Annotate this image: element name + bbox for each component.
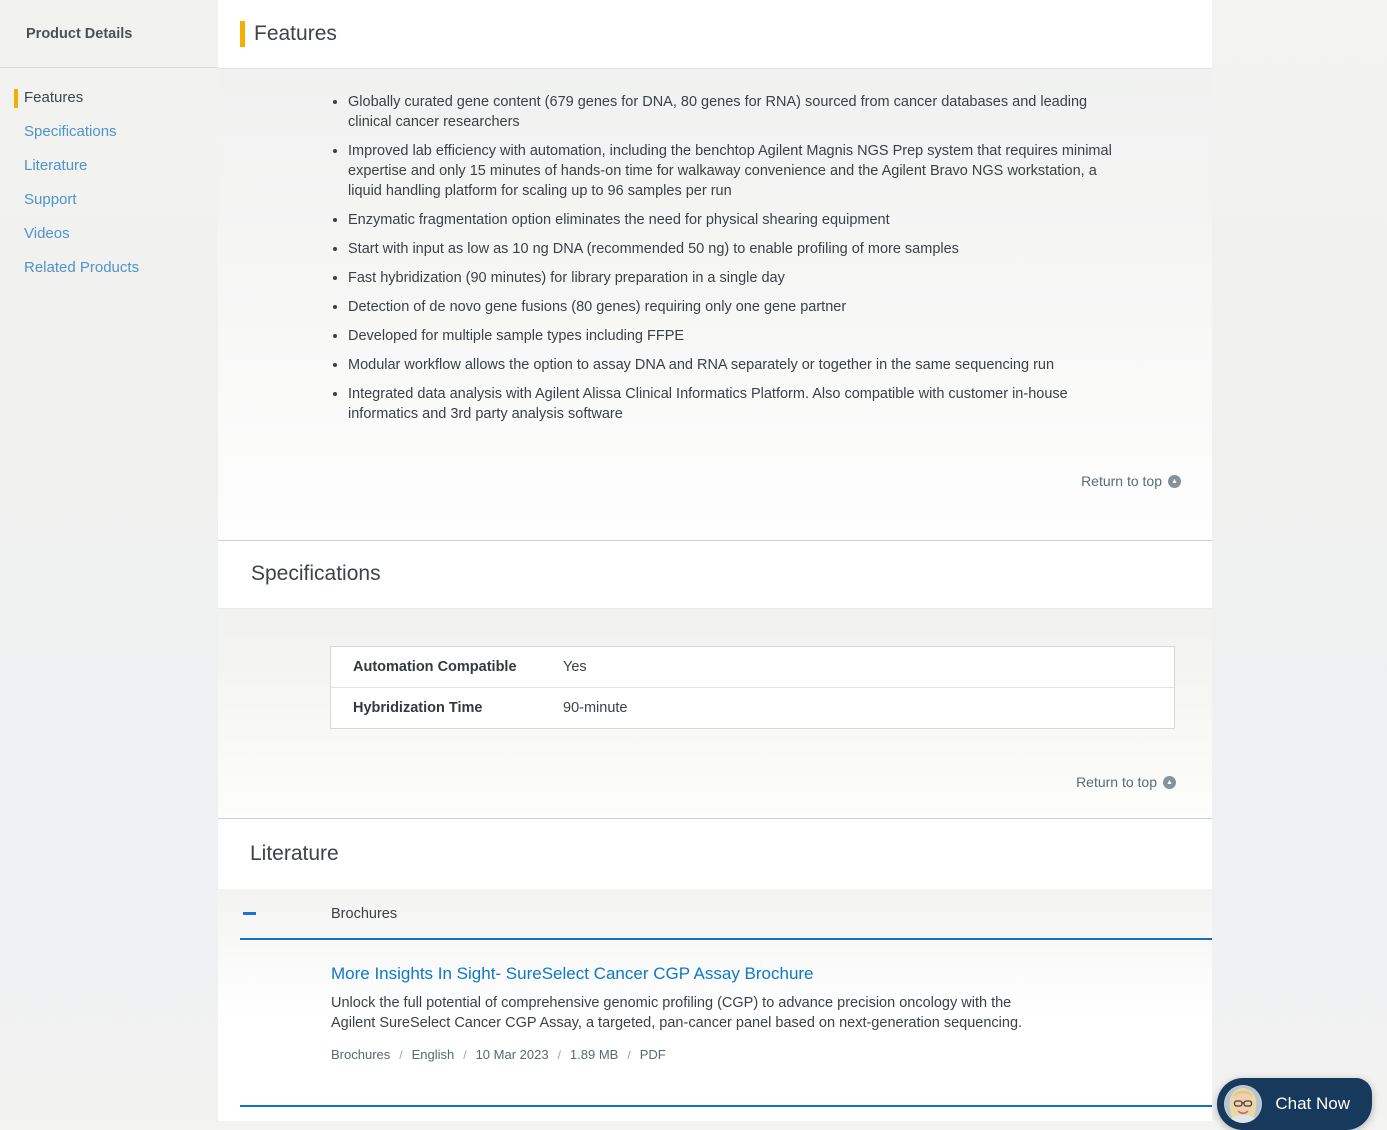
right-margin-strip — [1212, 0, 1387, 1121]
sidebar-nav-item-label: Specifications — [24, 123, 117, 140]
feature-bullet: • Detection of de novo gene fusions (80 genes) requiring only one gene partner — [348, 297, 1122, 317]
specification-row — [331, 647, 1174, 687]
literature-heading: Literature — [250, 841, 339, 865]
sidebar-nav-item[interactable] — [0, 149, 218, 183]
return-to-top-link[interactable] — [1081, 473, 1181, 489]
sidebar — [0, 0, 218, 1121]
specification-row — [331, 687, 1174, 728]
chat-now-label: Chat Now — [1275, 1094, 1350, 1113]
brochure-meta-item: / 10 Mar 2023 — [454, 1047, 548, 1062]
literature-group-label: Brochures — [331, 905, 398, 922]
sidebar-nav-item[interactable] — [0, 81, 218, 115]
sidebar-nav-item-label: Support — [24, 191, 77, 208]
specification-label: Hybridization Time — [353, 700, 483, 716]
return-to-top-link[interactable] — [1076, 774, 1176, 790]
features-section — [218, 69, 1212, 540]
specifications-heading: Specifications — [251, 562, 381, 586]
specification-label: Automation Compatible — [353, 659, 517, 675]
feature-bullet: • Fast hybridization (90 minutes) for library preparation in a single day — [348, 268, 1122, 288]
arrow-up-circle-icon: ▲ — [1163, 776, 1176, 789]
brochure-meta-item: / 1.89 MB — [549, 1047, 619, 1062]
feature-bullet: • Integrated data analysis with Agilent Alissa Clinical Informatics Platform. Also compatible with customer in-house informatics and 3rd party analysis software — [348, 384, 1122, 424]
specification-value: 90-minute — [563, 700, 628, 716]
brochure-meta-item: Brochures — [331, 1046, 391, 1062]
feature-bullet: • Start with input as low as 10 ng DNA (recommended 50 ng) to enable profiling of more samples — [348, 239, 1122, 259]
features-header — [218, 0, 1212, 69]
specifications-table — [330, 646, 1175, 729]
feature-bullet: • Modular workflow allows the option to assay DNA and RNA separately or together in the same sequencing run — [348, 355, 1122, 375]
specifications-return-row — [218, 774, 1212, 792]
main-content — [218, 0, 1212, 1121]
features-return-row — [218, 473, 1212, 491]
chat-now-button[interactable] — [1217, 1078, 1372, 1130]
specifications-section — [218, 609, 1212, 818]
features-heading: Features — [240, 21, 337, 47]
literature-divider — [240, 1105, 1212, 1107]
feature-bullet: • Developed for multiple sample types including FFPE — [348, 326, 1122, 346]
feature-bullet: • Improved lab efficiency with automation, including the benchtop Agilent Magnis NGS Prep system that requires minimal expertise and only 15 minutes of hands-on time for walkaway convenience and the Agilent Bravo NGS workstation, a liquid handling platform for scaling up to 96 samples per run — [348, 141, 1122, 201]
brochure-description: Unlock the full potential of comprehensive genomic profiling (CGP) to advance precision oncology with the Agilent SureSelect Cancer CGP Assay, a targeted, pan-cancer panel based on next-generation sequencing. — [331, 995, 1023, 1032]
sidebar-nav-item-label: Videos — [24, 225, 70, 242]
arrow-up-circle-icon: ▲ — [1168, 475, 1181, 488]
feature-bullet: • Enzymatic fragmentation option eliminates the need for physical shearing equipment — [348, 210, 1122, 230]
features-bullet-list — [330, 92, 1122, 424]
brochure-meta-item: / English — [390, 1047, 454, 1062]
brochure-meta-row — [331, 1047, 1212, 1062]
return-to-top-label: Return to top — [1076, 774, 1157, 790]
sidebar-nav — [0, 68, 218, 285]
sidebar-nav-item[interactable] — [0, 115, 218, 149]
sidebar-nav-item[interactable] — [0, 251, 218, 285]
feature-bullet: • Globally curated gene content (679 genes for DNA, 80 genes for RNA) sourced from cancer databases and leading clinical cancer researchers — [348, 92, 1122, 132]
literature-section — [218, 889, 1212, 1121]
features-bullets-wrap — [218, 69, 1212, 424]
brochure-meta-item: / PDF — [618, 1047, 665, 1062]
return-to-top-label: Return to top — [1081, 473, 1162, 489]
sidebar-nav-item-label: Related Products — [24, 259, 140, 276]
literature-group-row — [218, 889, 1212, 938]
specifications-header — [218, 540, 1212, 609]
literature-header — [218, 818, 1212, 889]
sidebar-title: Product Details — [0, 0, 218, 68]
chat-agent-avatar — [1224, 1085, 1262, 1123]
sidebar-nav-item-label: Features — [24, 89, 84, 106]
brochure-title-link[interactable]: More Insights In Sight- SureSelect Cancer CGP Assay Brochure — [331, 964, 814, 983]
collapse-minus-icon[interactable] — [243, 912, 256, 915]
sidebar-nav-item[interactable] — [0, 183, 218, 217]
specification-value: Yes — [563, 659, 587, 675]
sidebar-nav-item-label: Literature — [24, 157, 88, 174]
literature-item — [218, 940, 1212, 1062]
sidebar-nav-item[interactable] — [0, 217, 218, 251]
